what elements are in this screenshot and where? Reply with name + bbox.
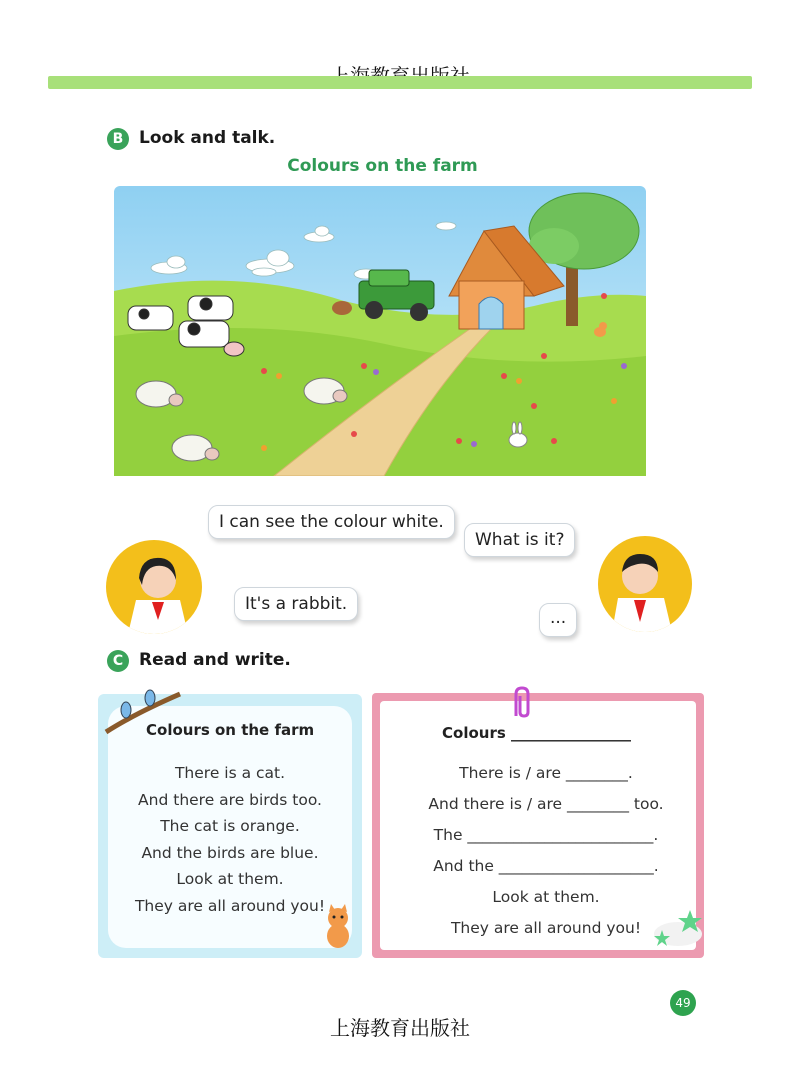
speech-bubble-girl-1: I can see the colour white. <box>208 505 455 539</box>
section-b-badge: B <box>107 128 129 150</box>
page-number: 49 <box>670 990 696 1016</box>
publisher-footer: 上海教育出版社 <box>330 1016 470 1040</box>
poem-lines <box>108 760 352 919</box>
section-c-badge: C <box>107 650 129 672</box>
exercise-line: And the ____________________. <box>433 857 659 875</box>
poem-line: And there are birds too. <box>138 790 322 809</box>
header-band <box>48 76 752 89</box>
exercise-line: And there is / are ________ too. <box>428 795 664 813</box>
poem-line: And the birds are blue. <box>141 843 319 862</box>
exercise-line: The ________________________. <box>433 826 659 844</box>
exercise-line: Look at them. <box>492 888 600 906</box>
speech-bubble-boy-2: ... <box>539 603 577 637</box>
poem-line: They are all around you! <box>134 896 326 915</box>
section-b-title: Look and talk. <box>139 128 276 148</box>
poem-line: There is a cat. <box>174 764 286 782</box>
poem-line: Look at them. <box>176 870 284 888</box>
paperclip-icon <box>508 686 534 720</box>
girl-avatar <box>106 540 202 634</box>
exercise-line: There is / are ________. <box>459 764 633 782</box>
dog-icon <box>332 301 352 315</box>
stars-sticker-icon <box>650 908 706 952</box>
speech-bubble-girl-2: It's a rabbit. <box>234 587 358 621</box>
exercise-line: They are all around you! <box>450 919 642 937</box>
speech-bubble-boy-1: What is it? <box>464 523 575 557</box>
cat-icon <box>318 902 358 950</box>
poem-line: The cat is orange. <box>160 817 300 835</box>
exercise-title: Colours ________________ <box>442 724 631 742</box>
section-c-title: Read and write. <box>139 650 291 670</box>
farm-illustration <box>114 186 646 476</box>
boy-avatar <box>598 536 692 632</box>
poem-title: Colours on the farm <box>146 721 315 739</box>
farm-title: Colours on the farm <box>287 156 478 176</box>
